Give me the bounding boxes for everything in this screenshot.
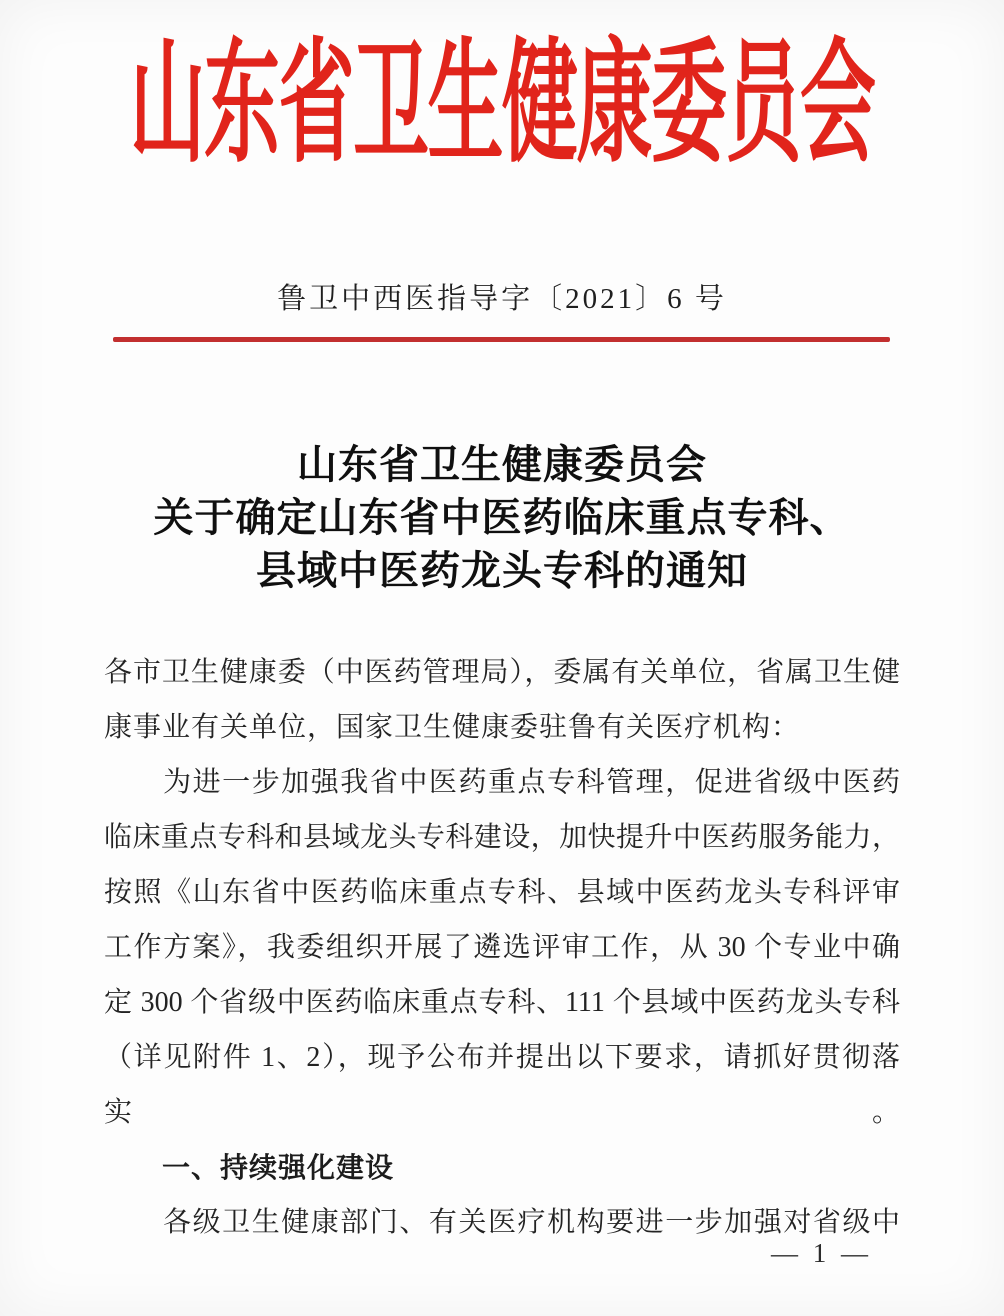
document-title — [0, 438, 1004, 597]
body-line-2: 康事业有关单位，国家卫生健康委驻鲁有关医疗机构： — [104, 712, 801, 743]
section-heading: 一、持续强化建设 — [104, 1152, 395, 1183]
body-line-8: （详见附件 1、2），现予公布并提出以下要求，请抓好贯彻落实。 — [104, 1042, 900, 1128]
body-line-6: 工作方案》，我委组织开展了遴选评审工作，从 30 个专业中确 — [104, 932, 900, 963]
body-line-10: 各级卫生健康部门、有关医疗机构要进一步加强对省级中 — [104, 1207, 900, 1238]
document-title-line-2: 关于确定山东省中医药临床重点专科、 — [153, 495, 851, 540]
document-number: 鲁卫中西医指导字〔2021〕6 号 — [277, 283, 727, 315]
agency-masthead-text: 山东省卫生健康委员会 — [129, 29, 875, 179]
document-title-line-3: 县域中医药龙头专科的通知 — [256, 548, 748, 593]
body-line-4: 临床重点专科和县域龙头专科建设，加快提升中医药服务能力， — [104, 822, 900, 853]
body-line-1: 各市卫生健康委（中医药管理局），委属有关单位，省属卫生健 — [104, 657, 900, 688]
body-line-7: 定 300 个省级中医药临床重点专科、111 个县域中医药龙头专科 — [104, 987, 900, 1018]
document-body — [104, 645, 900, 1250]
red-divider-rule — [113, 337, 890, 342]
page-number: — 1 — — [771, 1238, 872, 1268]
agency-masthead — [0, 29, 1004, 179]
document-title-line-1: 山东省卫生健康委员会 — [297, 442, 707, 487]
body-line-3: 为进一步加强我省中医药重点专科管理，促进省级中医药 — [104, 767, 900, 798]
body-line-5: 按照《山东省中医药临床重点专科、县域中医药龙头专科评审 — [104, 877, 900, 908]
